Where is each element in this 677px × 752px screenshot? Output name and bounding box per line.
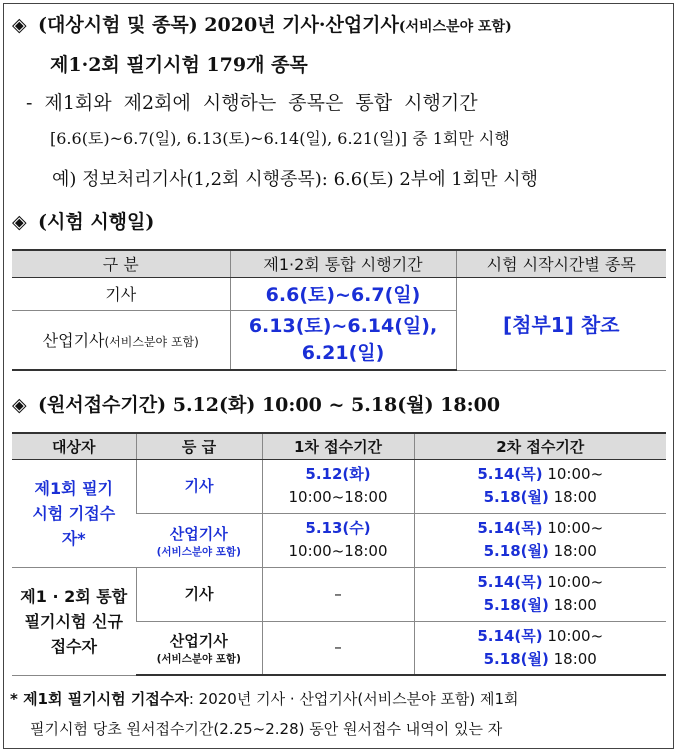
table-header: 등 급: [136, 433, 262, 459]
table-header: 구 분: [12, 250, 230, 277]
table-header: 2차 접수기간: [414, 433, 666, 459]
grade-sanup: 산업기사 (서비스분야 포함): [136, 513, 262, 567]
grade-sanup: 산업기사 (서비스분야 포함): [136, 621, 262, 675]
section1-bullet2: [6.6(토)~6.7(일), 6.13(토)~6.14(일), 6.21(일)] 중 1회만 시행: [50, 129, 510, 148]
first-period: 5.12(화) 10:00~18:00: [262, 459, 414, 513]
section1-bullet3: 예) 정보처리기사(1,2회 시행종목): 6.6(토) 2부에 1회만 시행: [52, 169, 539, 190]
second-period: 5.14(목) 10:00~ 5.18(월) 18:00: [414, 459, 666, 513]
diamond-in-diamond-icon: ◈: [12, 394, 27, 416]
second-period: 5.14(목) 10:00~ 5.18(월) 18:00: [414, 621, 666, 675]
section2-heading-line: [12, 207, 154, 234]
section2-heading: (시험 시행일): [38, 211, 155, 233]
gisa-period: 6.6(토)~6.7(일): [230, 277, 456, 310]
diamond-in-diamond-icon: ◈: [12, 211, 27, 233]
row-label-gisa: 기사: [12, 277, 230, 310]
first-period: 5.13(수) 10:00~18:00: [262, 513, 414, 567]
second-period: 5.14(목) 10:00~ 5.18(월) 18:00: [414, 513, 666, 567]
first-period: –: [262, 621, 414, 675]
table-header: 1차 접수기간: [262, 433, 414, 459]
section1-subheading: 제1·2회 필기시험 179개 종목: [50, 54, 308, 76]
schedule-reference: [첨부1] 참조: [456, 277, 666, 370]
table-header: 시험 시작시간별 종목: [456, 250, 666, 277]
section3-heading-line: [12, 390, 500, 417]
footnote-line1: * 제1회 필기시험 기접수자: 2020년 기사 · 산업기사(서비스분야 포함) 제1회: [10, 690, 519, 708]
grade-gisa: 기사: [136, 459, 262, 513]
section1-heading-line: [12, 10, 512, 37]
group-label-existing: 제1회 필기시험 기접수자*: [12, 459, 136, 567]
section1-heading: (대상시험 및 종목) 2020년 기사·산업기사: [38, 14, 399, 36]
section3-heading: (원서접수기간) 5.12(화) 10:00 ~ 5.18(월) 18:00: [38, 394, 501, 416]
grade-gisa: 기사: [136, 567, 262, 621]
table-header: 대상자: [12, 433, 136, 459]
application-period-table: [12, 432, 666, 676]
exam-date-table: [12, 249, 666, 371]
section1-heading-small: (서비스분야 포함): [398, 19, 512, 35]
first-period: –: [262, 567, 414, 621]
diamond-in-diamond-icon: ◈: [12, 14, 27, 36]
second-period: 5.14(목) 10:00~ 5.18(월) 18:00: [414, 567, 666, 621]
footnote-line2: 필기시험 당초 원서접수기간(2.25~2.28) 동안 원서접수 내역이 있는 자: [30, 720, 503, 738]
section1-bullet1: - 제1회와 제2회에 시행하는 종목은 통합 시행기간: [26, 92, 478, 114]
group-label-new: 제1 · 2회 통합 필기시험 신규접수자: [12, 567, 136, 675]
row-label-sanup: 산업기사(서비스분야 포함): [12, 310, 230, 370]
sanup-period: 6.13(토)~6.14(일), 6.21(일): [230, 310, 456, 370]
table-header: 제1·2회 통합 시행기간: [230, 250, 456, 277]
